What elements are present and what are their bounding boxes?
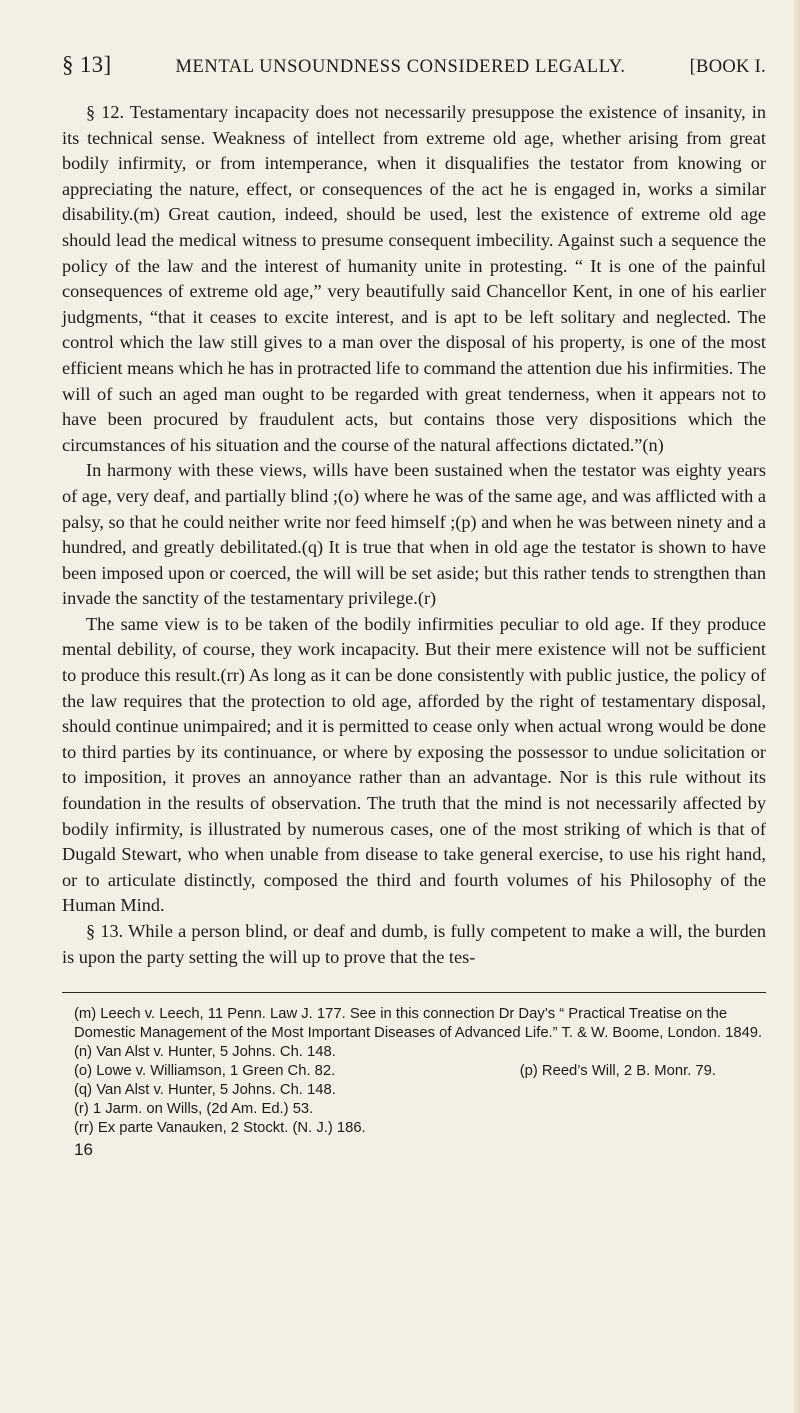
footnote-row-op [62,1062,766,1081]
paragraph-bodily-infirmities: The same view is to be taken of the bodily infirmities peculiar to old age. If they produce mental debility, of course, they work incapacity. But their mere existence will not be sufficient to produce this result.(rr) As long as it can be done consistently with public justice, the policy of the law requires that the protection to old age, afforded by the right of testamentary disposal, should continue unimpaired; and it is permitted to cease only when actual wrong would be done to third parties by its continuance, or where by exposing the possessor to undue solicitation or to imposition, it proves an annoyance rather than an advantage. Nor is this rule without its foundation in the results of observation. The truth that the mind is not necessarily affected by bodily infirmity, is illustrated by numerous cases, one of the most striking of which is that of Dugald Stewart, who when unable from disease to take general exercise, to use his right hand, or to articulate distinctly, composed the third and fourth volumes of his Philosophy of the Human Mind. [62,613,766,916]
footnote-p: (p) Reed’s Will, 2 B. Monr. 79. [519,1063,716,1080]
footnote-m: (m) Leech v. Leech, 11 Penn. Law J. 177. See in this connection Dr Day’s “ Practical Treatise on the Domestic Management of the Most Important Diseases of Advanced Life.” T. & W. Boome, London. 1849. [74,1006,763,1042]
footnote-r: (r) 1 Jarm. on Wills, (2d Am. Ed.) 53. [74,1101,314,1118]
header-section: § 13] [62,52,112,77]
header-book: [BOOK I. [689,57,766,77]
book-page [62,52,766,1160]
page-number: 16 [74,1140,93,1160]
footnote-n: (n) Van Alst v. Hunter, 5 Johns. Ch. 148. [74,1044,336,1061]
paragraph-section-13: § 13. While a person blind, or deaf and dumb, is fully competent to make a will, the burden is upon the party setting the will up to prove that the tes- [62,921,766,967]
footnote-q: (q) Van Alst v. Hunter, 5 Johns. Ch. 148. [74,1082,336,1099]
page-edge [794,0,800,1413]
running-header [62,52,766,78]
footnote-divider [62,992,766,993]
footnotes [62,1005,766,1138]
paragraph-harmony: In harmony with these views, wills have been sustained when the testator was eighty years of age, very deaf, and partially blind ;(o) where he was of the same age, and was afflicted with a palsy, so that he could neither write nor feed himself ;(p) and when he was between ninety and a hundred, and greatly debilitated.(q) It is true that when in old age the testator is shown to have been imposed upon or coerced, the will will be set aside; but this rather tends to strengthen than invade the sanctity of the testamentary privilege.(r) [62,460,766,609]
paragraph-section-12: § 12. Testamentary incapacity does not necessarily presuppose the existence of insanity, in its technical sense. Weakness of intellect from extreme old age, whether arising from great bodily infirmity, or from intemperance, when it disqualifies the testator from knowing or appreciating the nature, effect, or consequences of the act he is engaged in, works a similar disability.(m) Great caution, indeed, should be used, lest the existence of extreme old age should lead the medical witness to presume consequent imbecility. Against such a sequence the policy of the law and the interest of humanity unite in protesting. “ It is one of the painful consequences of extreme old age,” very beautifully said Chancellor Kent, in one of his earlier judgments, “that it ceases to excite interest, and is apt to be left solitary and neglected. The control which the law still gives to a man over the disposal of his property, is one of the most efficient means which he has in protracted life to command the attention due his infirmities. The will of such an aged man ought to be regarded with great tenderness, when it appears not to have been procured by fraudulent acts, but contains those very dispositions which the circumstances of his situation and the course of the natural affections dictated.”(n) [62,102,766,455]
body-text [62,100,766,970]
header-title: MENTAL UNSOUNDNESS CONSIDERED LEGALLY. [175,57,626,77]
footnote-rr: (rr) Ex parte Vanauken, 2 Stockt. (N. J.) 186. [74,1120,366,1137]
footnote-o: (o) Lowe v. Williamson, 1 Green Ch. 82. [74,1063,336,1080]
